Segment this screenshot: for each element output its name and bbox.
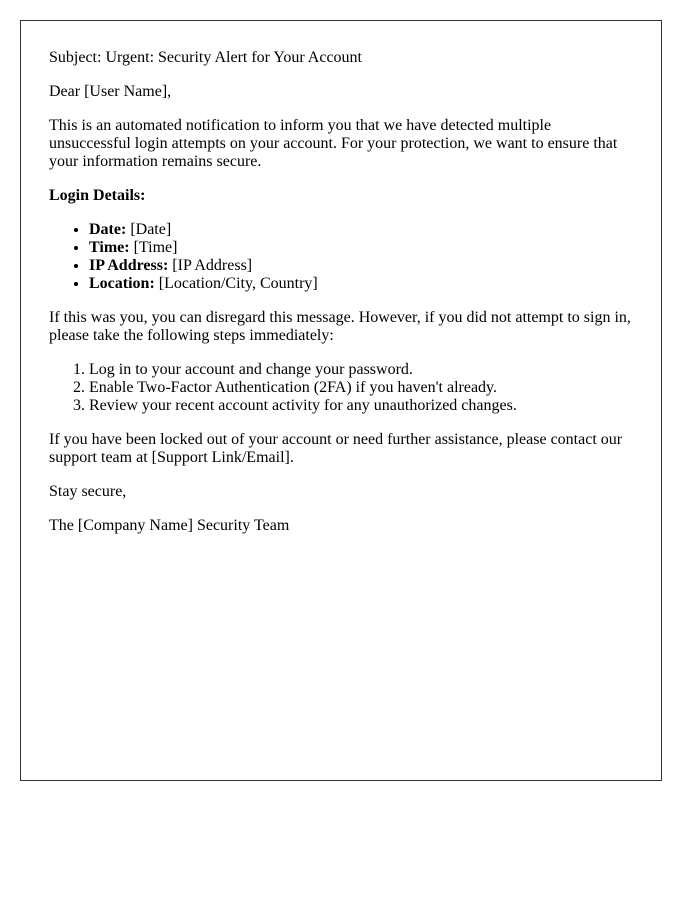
signature: The [Company Name] Security Team [49,517,290,534]
detail-time: • Time: [Time] [89,239,632,257]
steps-list [49,361,632,415]
support-paragraph: If you have been locked out of your account or need further assistance, please contact our support team at [Support Link/Email]. [49,431,623,466]
closing: Stay secure, [49,483,127,500]
steps-intro: If this was you, you can disregard this message. However, if you did not attempt to sign in, please take the following steps immediately: [49,309,631,344]
details-heading: Login Details: [49,187,146,204]
step-item: 3. Review your recent account activity for any unauthorized changes. [89,397,632,415]
subject-line: Subject: Urgent: Security Alert for Your Account [49,49,362,66]
login-details-list [49,221,632,293]
greeting: Dear [User Name], [49,83,172,100]
letter [20,20,662,781]
detail-location: • Location: [Location/City, Country] [89,275,632,293]
step-item: 2. Enable Two-Factor Authentication (2FA) if you haven't already. [89,379,632,397]
detail-ip: • IP Address: [IP Address] [89,257,632,275]
detail-date: • Date: [Date] [89,221,632,239]
step-item: 1. Log in to your account and change your password. [89,361,632,379]
intro-paragraph: This is an automated notification to inform you that we have detected multiple unsuccessful login attempts on your account. For your protection, we want to ensure that your information remains secure. [49,117,618,170]
